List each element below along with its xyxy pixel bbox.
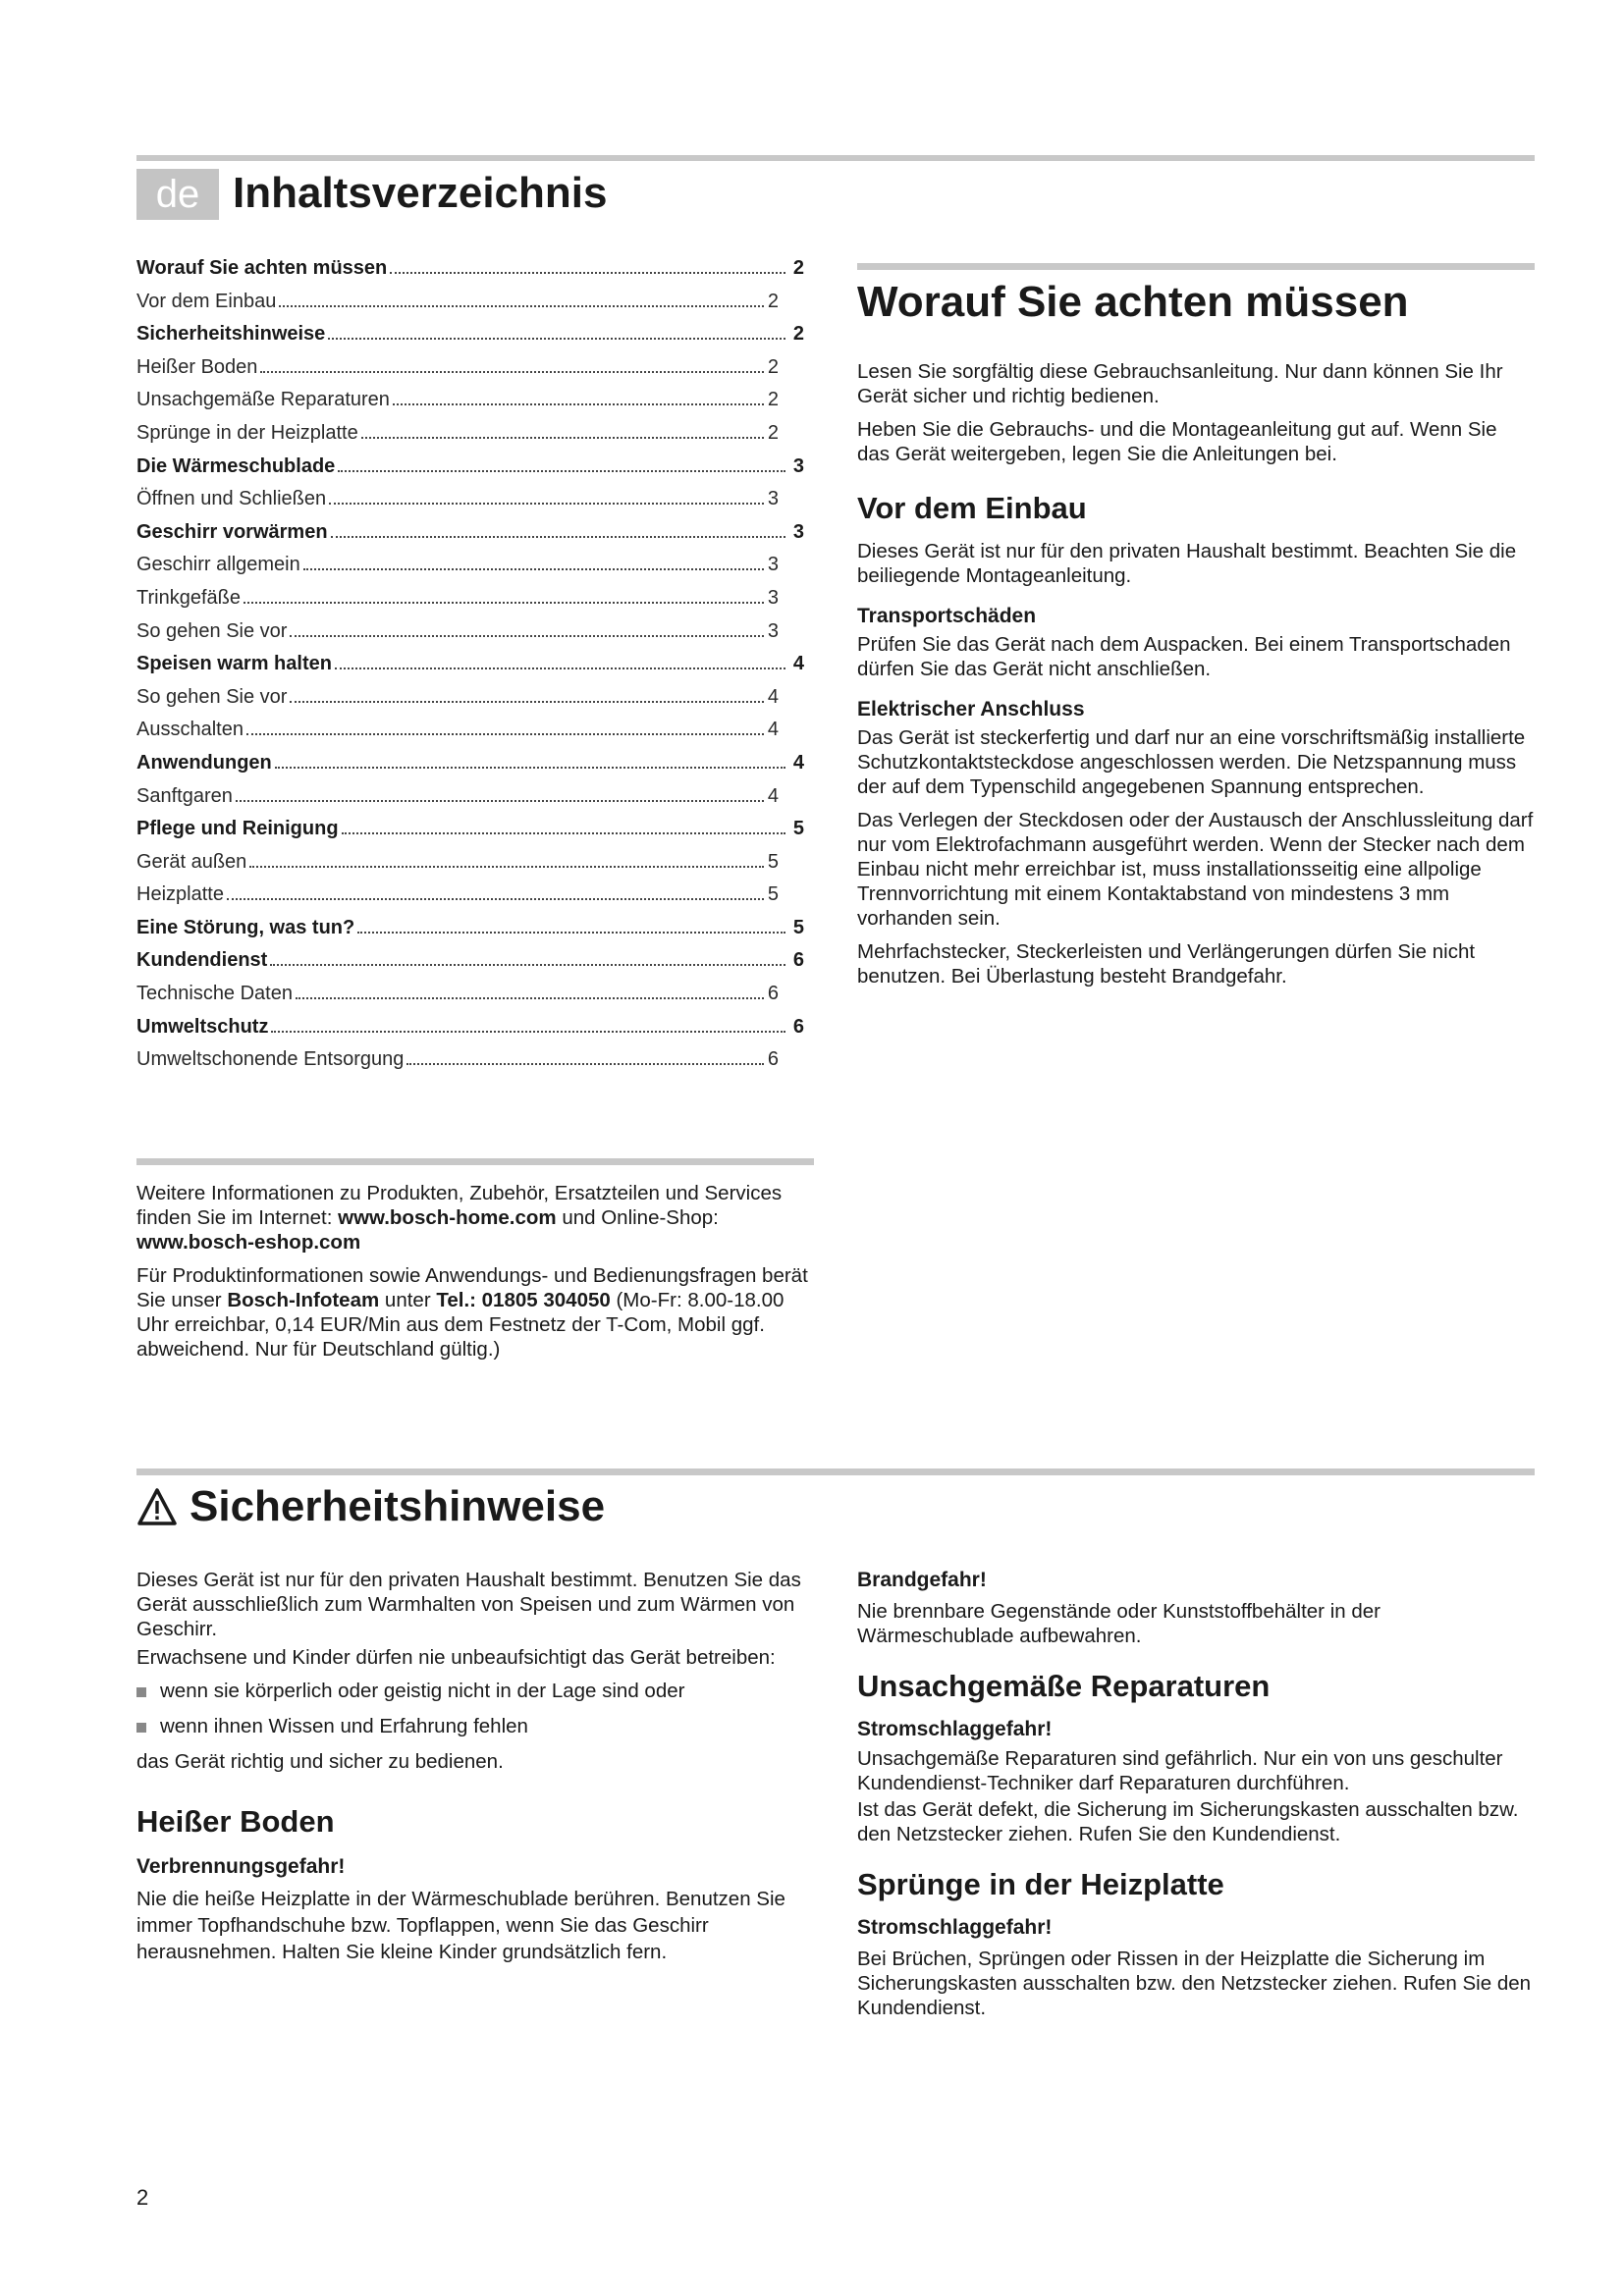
list-item: wenn ihnen Wissen und Erfahrung fehlen (136, 1714, 814, 1738)
top-rule (136, 155, 1535, 161)
toc-entry-label: Die Wärmeschublade (136, 454, 336, 477)
toc-entry-page: 3 (792, 454, 804, 477)
sicherheit-paragraph-1: Dieses Gerät ist nur für den privaten Haushalt bestimmt. Benutzen Sie das Gerät ausschließlich zum Warmhalten von Speisen und zum Wärmen von Geschirr. (136, 1569, 801, 1640)
reparaturen-heading: Unsachgemäße Reparaturen (857, 1669, 1271, 1703)
toc-leader-dots (290, 635, 763, 637)
toc-entry-label: Heizplatte (136, 883, 224, 906)
toc-entry-label: Technische Daten (136, 983, 293, 1005)
toc-leader-dots (271, 1031, 785, 1033)
toc-leader-dots (290, 701, 763, 703)
toc-entry-label: Sanftgaren (136, 784, 233, 807)
toc-entry[interactable] (136, 356, 779, 390)
shop-link[interactable]: www.bosch-eshop.com (136, 1231, 361, 1254)
toc-entry-label: Ausschalten (136, 719, 244, 741)
toc-entry-page: 2 (767, 355, 779, 378)
toc-entry-label: Kundendienst (136, 949, 268, 972)
toc-entry-page: 3 (792, 520, 804, 543)
toc-entry-page: 6 (792, 1015, 804, 1038)
transport-paragraph: Prüfen Sie das Gerät nach dem Auspacken. Bei einem Transportschaden dürfen Sie das Gerät nicht anschließen. (857, 633, 1511, 680)
toc-leader-dots (227, 898, 764, 900)
toc-entry-page: 3 (767, 619, 779, 642)
toc-entry-label: Vor dem Einbau (136, 290, 277, 312)
elektro-paragraph-1: Das Gerät ist steckerfertig und darf nur an eine vorschriftsmäßig installierte Schutzkontaktsteckdose angeschlossen werden. Die Netzspannung muss der auf dem Typenschild angegebenen Spannung entsprechen. (857, 726, 1526, 798)
toc-leader-dots (244, 602, 764, 604)
einbau-heading: Vor dem Einbau (857, 491, 1087, 525)
toc-entry[interactable] (136, 883, 779, 917)
elektro-heading: Elektrischer Anschluss (857, 698, 1085, 721)
list-item: wenn sie körperlich oder geistig nicht in der Lage sind oder (136, 1679, 814, 1703)
toc-entry-label: Sicherheitshinweise (136, 323, 326, 346)
toc-entry[interactable] (136, 620, 779, 654)
toc-entry-page: 2 (767, 421, 779, 444)
phone-number: Tel.: 01805 304050 (436, 1289, 611, 1311)
toc-entry[interactable] (136, 257, 804, 291)
infoteam-label: Bosch-Infoteam (227, 1289, 380, 1311)
toc-leader-dots (296, 997, 764, 999)
page-number: 2 (136, 2185, 149, 2210)
toc-entry[interactable] (136, 719, 779, 752)
toc-entry[interactable] (136, 488, 779, 521)
info-rule (136, 1158, 814, 1165)
toc-leader-dots (361, 437, 764, 439)
transport-heading: Transportschäden (857, 605, 1037, 627)
web-link[interactable]: www.bosch-home.com (338, 1206, 557, 1229)
toc-entry-label: Speisen warm halten (136, 653, 332, 675)
toc-entry-page: 5 (767, 850, 779, 873)
toc-leader-dots (270, 964, 785, 966)
language-badge: de (136, 169, 219, 220)
reparaturen-subheading: Stromschlaggefahr! (857, 1718, 1053, 1740)
toc-entry[interactable] (136, 422, 779, 455)
toc-entry[interactable] (136, 323, 804, 356)
warning-icon (136, 1487, 178, 1526)
reparaturen-paragraph-1: Unsachgemäße Reparaturen sind gefährlich. Nur ein von uns geschulter Kundendienst-Techniker darf Reparaturen durchführen. (857, 1747, 1503, 1794)
toc-leader-dots (338, 470, 785, 472)
toc-leader-dots (329, 503, 764, 505)
boden-paragraph: Nie die heiße Heizplatte in der Wärmeschublade berühren. Benutzen Sie immer Topfhandschuhe bzw. Topflappen, wenn Sie das Geschirr herausnehmen. Halten Sie kleine Kinder grundsätzlich fern. (136, 1888, 785, 1963)
sicherheit-heading: Sicherheitshinweise (136, 1481, 605, 1532)
worauf-rule (857, 263, 1535, 270)
toc-entry[interactable] (136, 521, 804, 555)
toc-entry[interactable] (136, 653, 804, 686)
elektro-paragraph-2: Das Verlegen der Steckdosen oder der Austausch der Anschlussleitung darf nur vom Elektrofachmann ausgeführt werden. Wenn der Stecker nach dem Einbau nicht mehr erreichbar ist, muss installationsseitig eine allpolige Trennvorrichtung mit einem Kontaktabstand von mindestens 3 mm vorhanden sein. (857, 809, 1534, 930)
toc-leader-dots (335, 667, 785, 669)
boden-subheading: Verbrennungsgefahr! (136, 1855, 346, 1878)
toc-leader-dots (279, 305, 764, 307)
toc-entry[interactable] (136, 851, 779, 884)
toc-leader-dots (393, 403, 764, 405)
toc-entry[interactable] (136, 686, 779, 720)
toc-entry[interactable] (136, 785, 779, 819)
toc-entry[interactable] (136, 1048, 779, 1082)
toc-entry[interactable] (136, 455, 804, 489)
toc-entry-page: 6 (767, 983, 779, 1005)
toc-entry[interactable] (136, 554, 779, 587)
elektro-paragraph-3: Mehrfachstecker, Steckerleisten und Verlängerungen dürfen Sie nicht benutzen. Bei Überlastung besteht Brandgefahr. (857, 940, 1476, 988)
toc-entry-label: Heißer Boden (136, 355, 258, 378)
toc-entry[interactable] (136, 818, 804, 851)
worauf-paragraph-2: Heben Sie die Gebrauchs- und die Montageanleitung gut auf. Wenn Sie das Gerät weitergeben, legen Sie die Anleitungen bei. (857, 418, 1497, 465)
toc-entry-label: So gehen Sie vor (136, 685, 288, 708)
toc-entry-page: 5 (792, 916, 804, 938)
toc-leader-dots (331, 536, 785, 538)
toc-entry-page: 4 (792, 751, 804, 774)
info-web-paragraph: Weitere Informationen zu Produkten, Zubehör, Ersatzteilen und Services finden Sie im Internet: www.bosch-home.com und Online-Shop: www.bosch-eshop.com (136, 1182, 783, 1254)
spruenge-paragraph: Bei Brüchen, Sprüngen oder Rissen in der Heizplatte die Sicherung im Sicherungskasten ausschalten bzw. den Netzstecker ziehen. Rufen Sie den Kundendienst. (857, 1948, 1532, 2019)
toc-entry[interactable] (136, 587, 779, 620)
toc-entry-label: Sprünge in der Heizplatte (136, 421, 358, 444)
toc-entry-label: Trinkgefäße (136, 586, 241, 609)
info-phone-paragraph: Für Produktinformationen sowie Anwendungs- und Bedienungsfragen berät Sie unser Bosch-Infoteam unter Tel.: 01805 304050 (Mo-Fr: 8.00-18.00 Uhr erreichbar, 0,14 EUR/Min aus dem Festnetz der T-Com, Mobil ggf. abweichend. Nur für Deutschland gültig.) (136, 1264, 808, 1361)
toc-entry-label: Geschirr vorwärmen (136, 520, 328, 543)
toc-entry[interactable] (136, 917, 804, 950)
toc-entry[interactable] (136, 752, 804, 785)
toc-entry-page: 2 (792, 323, 804, 346)
toc-leader-dots (390, 272, 785, 274)
page-title: Inhaltsverzeichnis (233, 169, 608, 217)
toc-leader-dots (357, 932, 785, 934)
brand-paragraph: Nie brennbare Gegenstände oder Kunststoffbehälter in der Wärmeschublade aufbewahren. (857, 1600, 1380, 1647)
toc-entry[interactable] (136, 291, 779, 324)
toc-entry-page: 2 (767, 389, 779, 411)
sicherheit-bullets (136, 1679, 814, 1738)
toc-leader-dots (249, 866, 764, 868)
toc-entry-label: Pflege und Reinigung (136, 818, 339, 840)
worauf-heading: Worauf Sie achten müssen (857, 278, 1409, 326)
toc-entry-page: 2 (767, 290, 779, 312)
toc-leader-dots (342, 832, 785, 834)
toc-entry[interactable] (136, 389, 779, 422)
toc-entry-page: 3 (767, 586, 779, 609)
sicherheit-paragraph-2: Erwachsene und Kinder dürfen nie unbeaufsichtigt das Gerät betreiben: (136, 1646, 776, 1669)
sicherheit-right (857, 1568, 1535, 2029)
toc-entry-page: 6 (767, 1048, 779, 1071)
spruenge-heading: Sprünge in der Heizplatte (857, 1867, 1224, 1901)
toc-entry-label: Anwendungen (136, 751, 272, 774)
brand-heading: Brandgefahr! (857, 1569, 987, 1591)
toc-leader-dots (260, 371, 763, 373)
toc-entry-page: 3 (767, 488, 779, 510)
reparaturen-paragraph-2: Ist das Gerät defekt, die Sicherung im Sicherungskasten ausschalten bzw. den Netzstecker ziehen. Rufen Sie den Kundendienst. (857, 1798, 1519, 1845)
toc-entry-page: 2 (792, 257, 804, 279)
toc-entry[interactable] (136, 1016, 804, 1049)
toc-entry-label: Eine Störung, was tun? (136, 916, 355, 938)
sicherheit-paragraph-3: das Gerät richtig und sicher zu bedienen. (136, 1750, 504, 1773)
sicherheit-rule (136, 1468, 1535, 1475)
einbau-paragraph: Dieses Gerät ist nur für den privaten Haushalt bestimmt. Beachten Sie die beiliegende Montageanleitung. (857, 540, 1517, 587)
toc-entry-label: Öffnen und Schließen (136, 488, 327, 510)
toc-entry-page: 6 (792, 949, 804, 972)
info-box (136, 1181, 814, 1370)
boden-heading: Heißer Boden (136, 1804, 335, 1839)
toc-entry-label: Umweltschutz (136, 1015, 269, 1038)
toc-entry-page: 5 (767, 883, 779, 906)
toc-leader-dots (328, 338, 785, 340)
table-of-contents (136, 257, 804, 1082)
spruenge-subheading: Stromschlaggefahr! (857, 1916, 1053, 1939)
toc-leader-dots (236, 800, 764, 802)
toc-entry-label: Gerät außen (136, 850, 247, 873)
toc-leader-dots (275, 767, 785, 769)
toc-entry-label: Geschirr allgemein (136, 554, 300, 576)
toc-entry-label: Unsachgemäße Reparaturen (136, 389, 390, 411)
toc-leader-dots (246, 733, 764, 735)
toc-entry-page: 4 (767, 685, 779, 708)
worauf-section (857, 277, 1535, 997)
toc-entry-label: Umweltschonende Entsorgung (136, 1048, 405, 1071)
toc-entry-label: Worauf Sie achten müssen (136, 257, 388, 279)
toc-entry[interactable] (136, 949, 804, 983)
toc-entry-page: 4 (792, 653, 804, 675)
toc-leader-dots (303, 568, 764, 570)
toc-entry-page: 4 (767, 719, 779, 741)
sicherheit-left (136, 1568, 814, 1974)
toc-entry-page: 4 (767, 784, 779, 807)
toc-entry-label: So gehen Sie vor (136, 619, 288, 642)
worauf-paragraph-1: Lesen Sie sorgfältig diese Gebrauchsanleitung. Nur dann können Sie Ihr Gerät sicher und richtig bedienen. (857, 360, 1503, 407)
toc-leader-dots (406, 1063, 763, 1065)
toc-entry[interactable] (136, 983, 779, 1016)
toc-entry-page: 5 (792, 818, 804, 840)
toc-entry-page: 3 (767, 554, 779, 576)
